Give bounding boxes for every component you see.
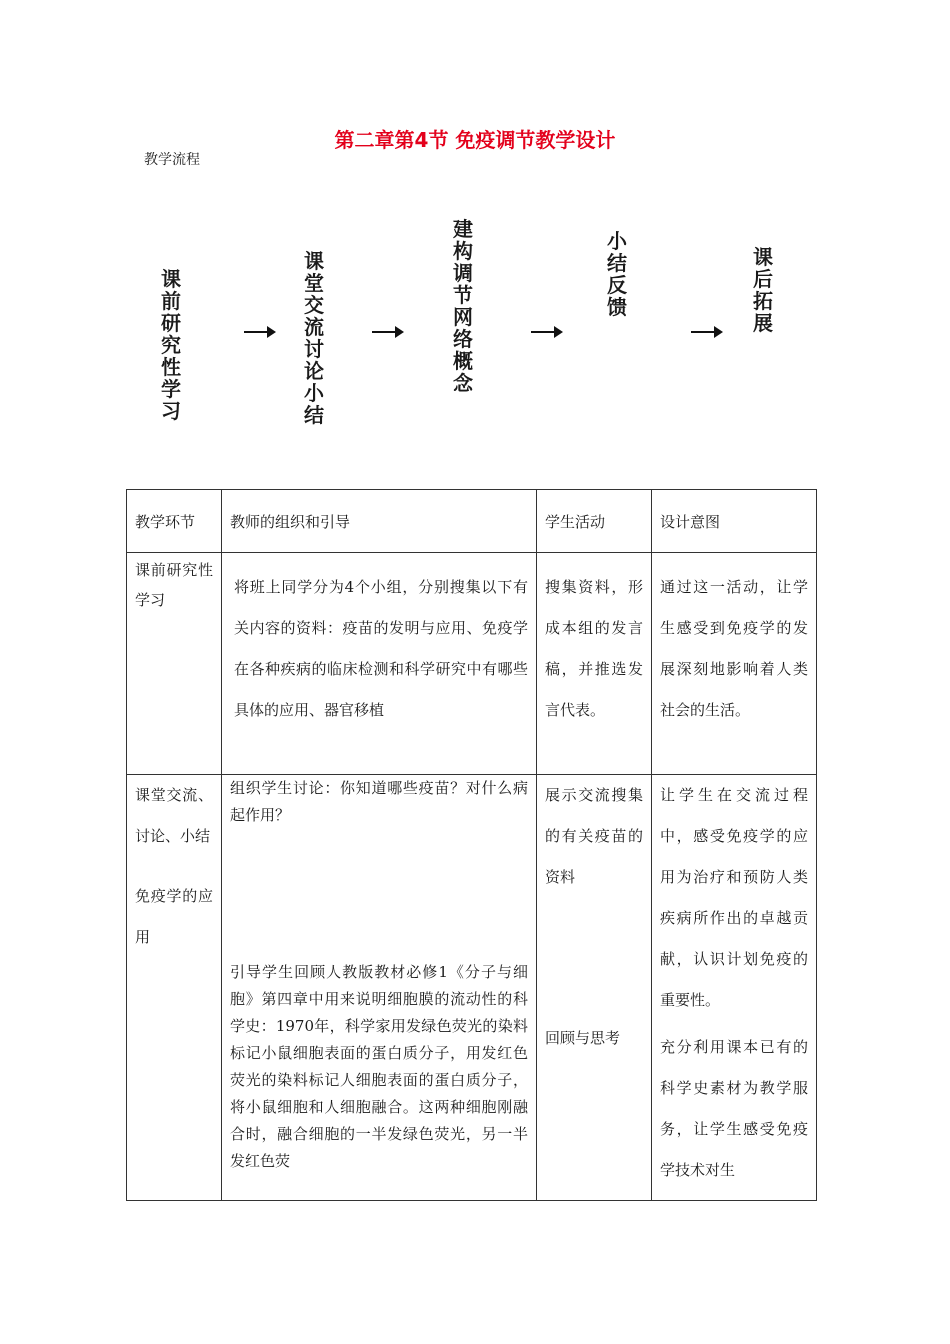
table-row [127,775,817,1201]
intent-cell [652,775,817,1201]
arrow-4 [691,331,721,333]
flow-step-2: 课堂交流讨论小结 [304,249,324,427]
teacher-text-b: 引导学生回顾人教版教材必修1《分子与细胞》第四章中用来说明细胞膜的流动性的科学史：1970年，科学家用发绿色荧光的染料标记小鼠细胞表面的蛋白质分子，用发红色荧光的染料标记人细胞表面的蛋白质分子，将小鼠细胞和人细胞融合。这两种细胞刚融合时，融合细胞的一半发绿色荧光，另一半发红色荧 [230,963,528,1170]
flow-step-5: 课后拓展 [753,245,773,335]
table-header-row [127,490,817,553]
arrow-1 [244,331,274,333]
intent-text-a: 让学生在交流过程中，感受免疫学的应用为治疗和预防人类疾病所作出的卓越贡献，认识计划免疫的重要性。 [660,786,808,1009]
teacher-text: 将班上同学分为4个小组，分别搜集以下有关内容的资料：疫苗的发明与应用、免疫学在各种疾病的临床检测和科学研究中有哪些具体的应用、器官移植 [234,578,528,719]
intent-text: 通过这一活动，让学生感受到免疫学的发展深刻地影响着人类社会的生活。 [660,578,808,719]
arrow-2 [372,331,402,333]
stage-text: 课前研究性学习 [135,561,213,609]
flow-step-1: 课前研究性学习 [161,267,181,423]
lesson-table [126,489,817,1201]
student-cell [537,775,652,1201]
header-cell: 教师的组织和引导 [222,490,537,553]
arrow-3 [531,331,561,333]
teacher-cell [222,553,537,775]
header-cell: 教学环节 [127,490,222,553]
header-cell: 设计意图 [652,490,817,553]
intent-cell [652,553,817,775]
student-cell [537,553,652,775]
page-title: 第二章第4节 免疫调节教学设计 [334,128,616,152]
stage-subtext: 免疫学的应用 [135,887,213,946]
intent-text-b: 充分利用课本已有的科学史素材为教学服务，让学生感受免疫学技术对生 [660,1038,808,1179]
section-subtitle: 教学流程 [144,152,200,168]
teacher-cell [222,775,537,1201]
stage-text: 课堂交流、讨论、小结 [135,786,213,845]
student-text-b: 回顾与思考 [545,1029,621,1047]
flow-step-3: 建构调节网络概念 [453,217,473,395]
student-text: 搜集资料，形成本组的发言稿，并推选发言代表。 [545,578,643,719]
student-text-a: 展示交流搜集的有关疫苗的资料 [545,786,643,886]
header-cell: 学生活动 [537,490,652,553]
stage-cell [127,553,222,775]
teacher-text-a: 组织学生讨论：你知道哪些疫苗？对什么病起作用？ [230,779,528,824]
flow-step-4: 小结反馈 [607,229,627,319]
table-row [127,553,817,775]
stage-cell [127,775,222,1201]
